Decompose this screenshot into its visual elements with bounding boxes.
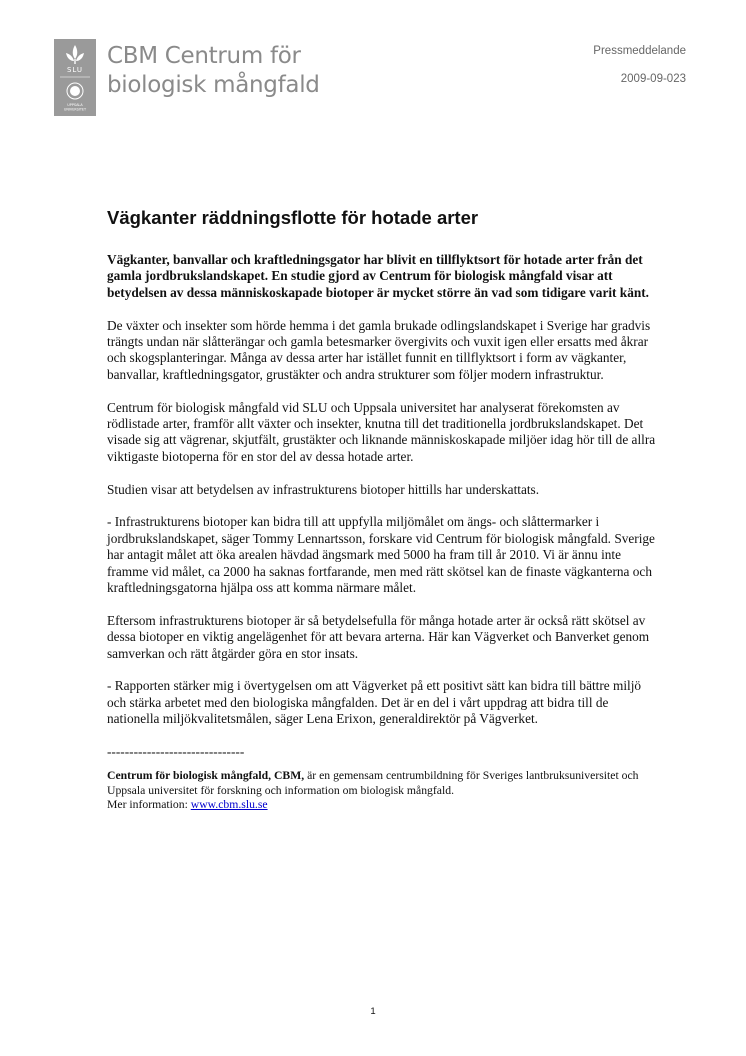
document-date: 2009-09-023 (620, 73, 686, 85)
footer-org-name: Centrum för biologisk mångfald, CBM, (107, 769, 305, 783)
page-number: 1 (370, 1006, 376, 1017)
more-info-label: Mer information: (107, 798, 191, 812)
document-type: Pressmeddelande (593, 45, 686, 57)
footer-info (107, 769, 663, 813)
article-lead: Vägkanter, banvallar och kraftledningsgator har blivit en tillflyktsort för hotade arter från det gamla jordbrukslandskapet. En studie gjord av Centrum för biologisk mångfald visar att betydelsen av dessa människoskapade biotoper är mycket större än vad som tidigare varit känt. (107, 252, 649, 300)
org-name-line-2: biologisk mångfald (107, 72, 320, 98)
leaf-seal-icon (54, 39, 96, 116)
logo-uu-text-1: UPPSALA (67, 103, 83, 107)
article-paragraph: De växter och insekter som hörde hemma i det gamla brukade odlingslandskapet i Sverige har gradvis trängts undan när slåtterängar och gamla betesmarker övergivits och vuxit igen eller ersatts med åkrar och skogsplanteringar. Många av dessa arter har istället funnit en tillflyktsort i form av vägkanter, banvallar, kraftledningsgator, grustäkter och andra strukturer som följer modern infrastruktur. (107, 317, 651, 382)
slu-uu-logo (54, 39, 96, 116)
footer-divider: ------------------------------- (107, 744, 245, 760)
article-paragraph: Eftersom infrastrukturens biotoper är så betydelsefulla för många hotade arter är också rätt skötsel av dessa biotoper en viktig angelägenhet för att bevara arterna. Här kan Vägverket och Banverket genom samverkan och rätt åtgärder göra en stor insats. (107, 612, 650, 661)
document-meta (593, 45, 686, 85)
org-name (107, 42, 320, 100)
article-body (107, 252, 663, 813)
org-name-line-1: CBM Centrum för (107, 43, 301, 69)
footer-description: är en gemensam centrumbildning för Sveriges lantbruksuniversitet och Uppsala universitet för forskning och information om biologisk mångfald. (107, 769, 639, 797)
cbm-website-link[interactable]: www.cbm.slu.se (190, 798, 268, 812)
logo-slu-text: SLU (66, 66, 84, 74)
article-title: Vägkanter räddningsflotte för hotade arter (107, 207, 479, 228)
article-paragraph: Centrum för biologisk mångfald vid SLU och Uppsala universitet har analyserat förekomsten av rödlistade arter, framför allt växter och insekter, knutna till det traditionella jordbrukslandskapet. Det visade sig att vägrenar, skjutfält, grustäkter och liknande människoskapade miljöer idag hör till de allra viktigaste biotoperna för en stor del av dessa hotade arter. (107, 399, 656, 464)
article-paragraph: Studien visar att betydelsen av infrastrukturens biotoper hittills har underskattats. (107, 481, 540, 497)
article-paragraph: - Rapporten stärker mig i övertygelsen om att Vägverket på ett positivt sätt kan bidra till bättre miljö och stärka arbetet med den biologiska mångfalden. Det är en del i vårt uppdrag att bidra till de nationella miljökvalitetsmålen, säger Lena Erixon, generaldirektör på Vägverket. (107, 678, 642, 727)
logo-uu-text-2: UNIVERSITET (63, 107, 87, 112)
article-paragraph: - Infrastrukturens biotoper kan bidra till att uppfylla miljömålet om ängs- och slåttermarker i jordbrukslandskapet, säger Tommy Lennartsson, forskare vid Centrum för biologisk mångfald. Sverige har antagit målet att öka arealen hävdad ängsmark med 5000 ha fram till år 2010. Vi är ännu inte framme vid målet, ca 2000 ha saknas fortfarande, men med rätt skötsel kan de finaste vägkanterna och kraftledningsgatorna hjälpa oss att komma närmare målet. (107, 514, 655, 596)
